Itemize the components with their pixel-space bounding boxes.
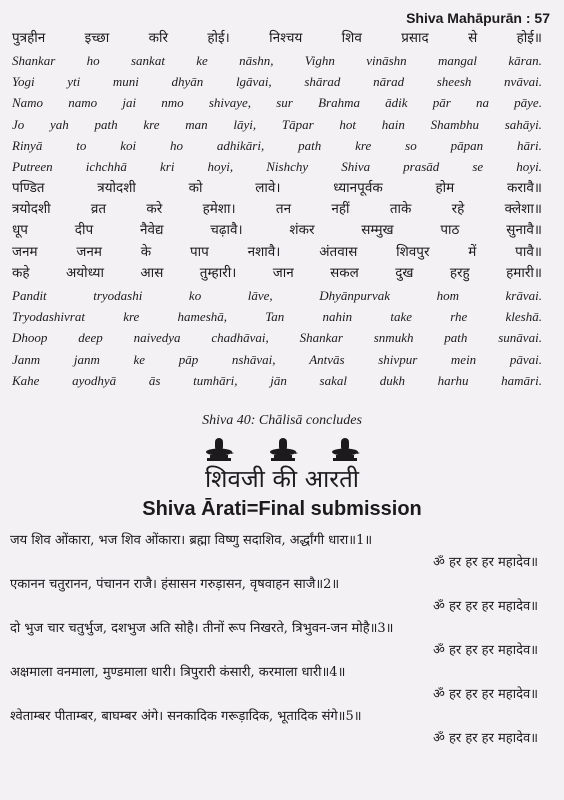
verse-word: पुत्रहीन xyxy=(12,30,46,46)
verse-word: जनम xyxy=(76,243,102,260)
shivling-icon xyxy=(330,436,360,462)
verse-line xyxy=(12,50,542,71)
verse-word: kre xyxy=(355,137,372,153)
verse-word: से xyxy=(468,30,478,46)
chalisa-hindi-stanza-1 xyxy=(12,28,542,49)
verse-word: janm xyxy=(73,351,100,367)
verse-word: के xyxy=(140,243,152,260)
verse-word: hoyi, xyxy=(207,158,234,174)
verse-word: jān xyxy=(270,372,287,388)
verse-word: शंकर xyxy=(289,222,315,239)
verse-word: kāran. xyxy=(508,53,542,68)
verse-word: दुख xyxy=(395,264,414,281)
verse-word: नहीं xyxy=(331,201,350,218)
verse-word: shārad xyxy=(304,74,341,90)
verse-line xyxy=(12,178,542,199)
verse-word: शिवपुर xyxy=(396,243,430,260)
verse-word: Tan xyxy=(265,309,285,325)
verse-word: Dhoop xyxy=(12,330,48,346)
verse-word: to xyxy=(76,137,87,153)
page-header: Shiva Mahāpurān : 57 xyxy=(406,10,550,26)
verse-line xyxy=(12,71,542,92)
verse-word: path xyxy=(298,137,322,153)
verse-word: ध्यानपूर्वक xyxy=(333,180,383,196)
verse-word: सुनावै॥ xyxy=(506,222,542,239)
verse-word: mangal xyxy=(438,53,477,68)
chalisa-transliteration-stanza-1 xyxy=(12,50,542,177)
aarti-line: श्वेताम्बर पीताम्बर, बाघम्बर अंगे। सनकादिक गरूड़ादिक, भूतादिक संगे॥5॥ xyxy=(10,709,362,724)
verse-line xyxy=(12,370,542,391)
verse-word: hamāri. xyxy=(501,372,542,388)
verse-word: व्रत xyxy=(90,201,107,218)
verse-word: muni xyxy=(112,74,139,90)
verse-word: पाप xyxy=(189,243,209,260)
verse-word: Brahma xyxy=(318,95,360,111)
verse-word: क्लेशा॥ xyxy=(504,201,542,218)
verse-line xyxy=(12,114,542,135)
verse-word: ho xyxy=(170,137,184,153)
aarti-refrain: ॐ हर हर हर महादेव॥ xyxy=(432,555,538,570)
verse-word: kleshā. xyxy=(505,309,542,325)
verse-word: hot xyxy=(339,116,357,132)
verse-word: harhu xyxy=(437,372,469,388)
verse-word: लावे। xyxy=(255,180,281,196)
verse-word: रहे xyxy=(451,201,465,218)
verse-word: kre xyxy=(123,309,140,325)
verse-word: Nishchy xyxy=(266,158,309,174)
verse-word: take xyxy=(390,309,412,325)
verse-word: ho xyxy=(86,53,100,68)
verse-word: Pandit xyxy=(12,288,47,303)
verse-word: deep xyxy=(78,330,103,346)
aarti-verses xyxy=(10,530,546,750)
verse-word: namo xyxy=(68,95,98,111)
verse-word: pāpan xyxy=(450,137,484,153)
verse-word: se xyxy=(472,158,484,174)
verse-word: lāyi, xyxy=(233,116,257,132)
verse-word: ādik xyxy=(385,95,408,111)
verse-word: mein xyxy=(450,351,477,367)
verse-word: पाठ xyxy=(440,222,460,239)
verse-word: so xyxy=(405,137,417,153)
verse-word: shivaye, xyxy=(208,95,252,111)
verse-word: Shiva xyxy=(341,158,371,174)
verse-word: ke xyxy=(133,351,146,367)
verse-word: Shankar xyxy=(12,53,56,68)
aarti-refrain: ॐ हर हर हर महादेव॥ xyxy=(432,643,538,658)
verse-word: निश्चय xyxy=(269,30,303,46)
verse-word: करावै॥ xyxy=(506,180,542,196)
verse-word: sunāvai. xyxy=(498,330,542,346)
verse-word: ko xyxy=(188,288,202,303)
verse-word: ताके xyxy=(389,201,412,218)
verse-word: सम्मुख xyxy=(361,222,394,239)
verse-word: lgāvai, xyxy=(235,74,272,90)
verse-word: पण्डित xyxy=(12,180,45,196)
verse-word: chadhāvai, xyxy=(211,330,269,346)
verse-word: त्रयोदशी xyxy=(97,180,136,196)
verse-word: rhe xyxy=(450,309,468,325)
verse-word: dukh xyxy=(379,372,405,388)
verse-word: हरहु xyxy=(449,264,470,281)
verse-word: हमेशा। xyxy=(202,201,236,218)
verse-word: dhyān xyxy=(171,74,204,90)
verse-word: को xyxy=(188,180,203,196)
verse-line xyxy=(12,135,542,156)
chalisa-hindi-stanza-2 xyxy=(12,178,542,284)
verse-word: Janm xyxy=(12,351,41,367)
verse-word: jai xyxy=(122,95,137,111)
verse-word: nvāvai. xyxy=(504,74,542,90)
verse-word: pār xyxy=(432,95,451,111)
verse-word: hoyi. xyxy=(516,158,542,174)
verse-word: अयोध्या xyxy=(65,264,104,281)
verse-line xyxy=(12,285,542,306)
verse-word: tumhāri, xyxy=(193,372,238,388)
aarti-title-hindi: शिवजी की आरती xyxy=(204,465,360,493)
verse-word: nmo xyxy=(161,95,184,111)
verse-word: करे xyxy=(146,201,163,218)
verse-word: होम xyxy=(435,180,455,196)
verse-word: ayodhyā xyxy=(72,372,117,388)
chalisa-transliteration-stanza-2 xyxy=(12,285,542,391)
verse-word: कहे xyxy=(12,264,30,281)
verse-word: Dhyānpurvak xyxy=(319,288,390,303)
verse-word: Vighn xyxy=(304,53,335,68)
aarti-refrain: ॐ हर हर हर महादेव॥ xyxy=(432,687,538,702)
aarti-line: दो भुज चार चतुर्भुज, दशभुज अति सोहै। तीनों रूप निखरते, त्रिभुवन-जन मोहै॥3॥ xyxy=(10,621,394,636)
verse-line xyxy=(12,327,542,348)
verse-line xyxy=(12,92,542,113)
verse-word: hameshā, xyxy=(177,309,227,325)
verse-word: sankat xyxy=(131,53,165,68)
verse-word: na xyxy=(475,95,489,111)
verse-word: ke xyxy=(196,53,208,68)
verse-word: yti xyxy=(67,74,81,90)
verse-word: hain xyxy=(381,116,405,132)
verse-word: sur xyxy=(276,95,293,111)
verse-line xyxy=(12,242,542,263)
verse-line xyxy=(12,156,542,177)
aarti-line: जय शिव ओंकारा, भज शिव ओंकारा। ब्रह्मा विष्णु सदाशिव, अर्द्धांगी धारा॥1॥ xyxy=(10,533,373,548)
verse-word: इच्छा xyxy=(84,30,110,46)
verse-line xyxy=(12,199,542,220)
verse-word: hom xyxy=(436,288,459,303)
verse-word: दीप xyxy=(74,222,94,239)
verse-word: शिव xyxy=(341,30,362,46)
verse-word: yah xyxy=(50,116,69,132)
chalisa-caption: Shiva 40: Chālisā concludes xyxy=(202,413,362,428)
verse-word: अंतवास xyxy=(319,243,358,260)
verse-word: shivpur xyxy=(378,351,418,367)
verse-word: nahin xyxy=(322,309,353,325)
verse-word: pāp xyxy=(178,351,199,367)
verse-word: krāvai. xyxy=(505,288,542,303)
verse-word: nārad xyxy=(373,74,405,90)
verse-word: Shambhu xyxy=(430,116,479,132)
shivling-icon xyxy=(204,436,234,462)
verse-word: lāve, xyxy=(247,288,273,303)
verse-word: करि xyxy=(148,30,168,46)
verse-line xyxy=(12,306,542,327)
aarti-line: एकानन चतुरानन, पंचानन राजै। हंसासन गरुड़ासन, वृषवाहन साजै॥2॥ xyxy=(10,577,340,592)
verse-word: Shankar xyxy=(299,330,343,346)
verse-word: होई॥ xyxy=(516,30,542,46)
verse-word: Kahe xyxy=(12,372,40,388)
verse-word: naivedya xyxy=(133,330,181,346)
verse-word: धूप xyxy=(12,222,28,239)
verse-word: sakal xyxy=(319,372,347,388)
verse-word: Namo xyxy=(12,95,44,111)
verse-word: pāvai. xyxy=(509,351,542,367)
verse-word: prasād xyxy=(403,158,440,174)
verse-line xyxy=(12,263,542,284)
verse-word: sheesh xyxy=(436,74,472,90)
aarti-refrain: ॐ हर हर हर महादेव॥ xyxy=(432,731,538,746)
verse-word: ichchhā xyxy=(85,158,127,174)
verse-word: man xyxy=(185,116,208,132)
verse-word: nshāvai, xyxy=(231,351,276,367)
verse-word: होई। xyxy=(207,30,230,46)
verse-word: ās xyxy=(148,372,161,388)
verse-word: koi xyxy=(120,137,137,153)
verse-word: प्रसाद xyxy=(401,30,429,46)
verse-word: नशावै। xyxy=(247,243,281,260)
verse-word: चढ़ावै। xyxy=(210,222,243,239)
verse-word: आस xyxy=(140,264,164,281)
verse-word: Putreen xyxy=(12,158,53,174)
verse-word: Yogi xyxy=(12,74,35,90)
verse-line xyxy=(12,349,542,370)
verse-word: Tāpar xyxy=(281,116,314,132)
verse-line xyxy=(12,28,542,49)
verse-word: hāri. xyxy=(516,137,542,153)
verse-word: tryodashi xyxy=(93,288,143,303)
verse-word: sahāyi. xyxy=(504,116,542,132)
verse-word: Rinyā xyxy=(12,137,43,153)
verse-word: Antvās xyxy=(309,351,345,367)
verse-word: जान xyxy=(272,264,294,281)
verse-word: vināshn xyxy=(366,53,407,68)
verse-word: path xyxy=(444,330,468,346)
shivling-icon xyxy=(268,436,298,462)
verse-word: तुम्हारी। xyxy=(199,264,237,281)
verse-word: kri xyxy=(159,158,175,174)
verse-word: में xyxy=(468,243,477,260)
verse-word: Jo xyxy=(12,116,25,132)
verse-word: पावै॥ xyxy=(515,243,542,260)
verse-word: snmukh xyxy=(373,330,414,346)
verse-word: नैवेद्य xyxy=(139,222,164,239)
verse-word: kre xyxy=(143,116,160,132)
aarti-line: अक्षमाला वनमाला, मुण्डमाला धारी। त्रिपुरारी कंसारी, करमाला धारी॥4॥ xyxy=(10,665,346,680)
verse-word: त्रयोदशी xyxy=(12,201,51,218)
verse-word: adhikāri, xyxy=(216,137,265,153)
verse-word: जनम xyxy=(12,243,38,260)
verse-word: तन xyxy=(275,201,292,218)
verse-word: pāye. xyxy=(514,95,542,111)
verse-word: Tryodashivrat xyxy=(12,309,85,325)
aarti-title-english: Shiva Ārati=Final submission xyxy=(142,498,422,520)
verse-word: सकल xyxy=(330,264,359,281)
aarti-refrain: ॐ हर हर हर महादेव॥ xyxy=(432,599,538,614)
verse-word: हमारी॥ xyxy=(506,264,542,281)
verse-word: nāshn, xyxy=(239,53,274,68)
verse-word: path xyxy=(94,116,118,132)
verse-line xyxy=(12,220,542,241)
